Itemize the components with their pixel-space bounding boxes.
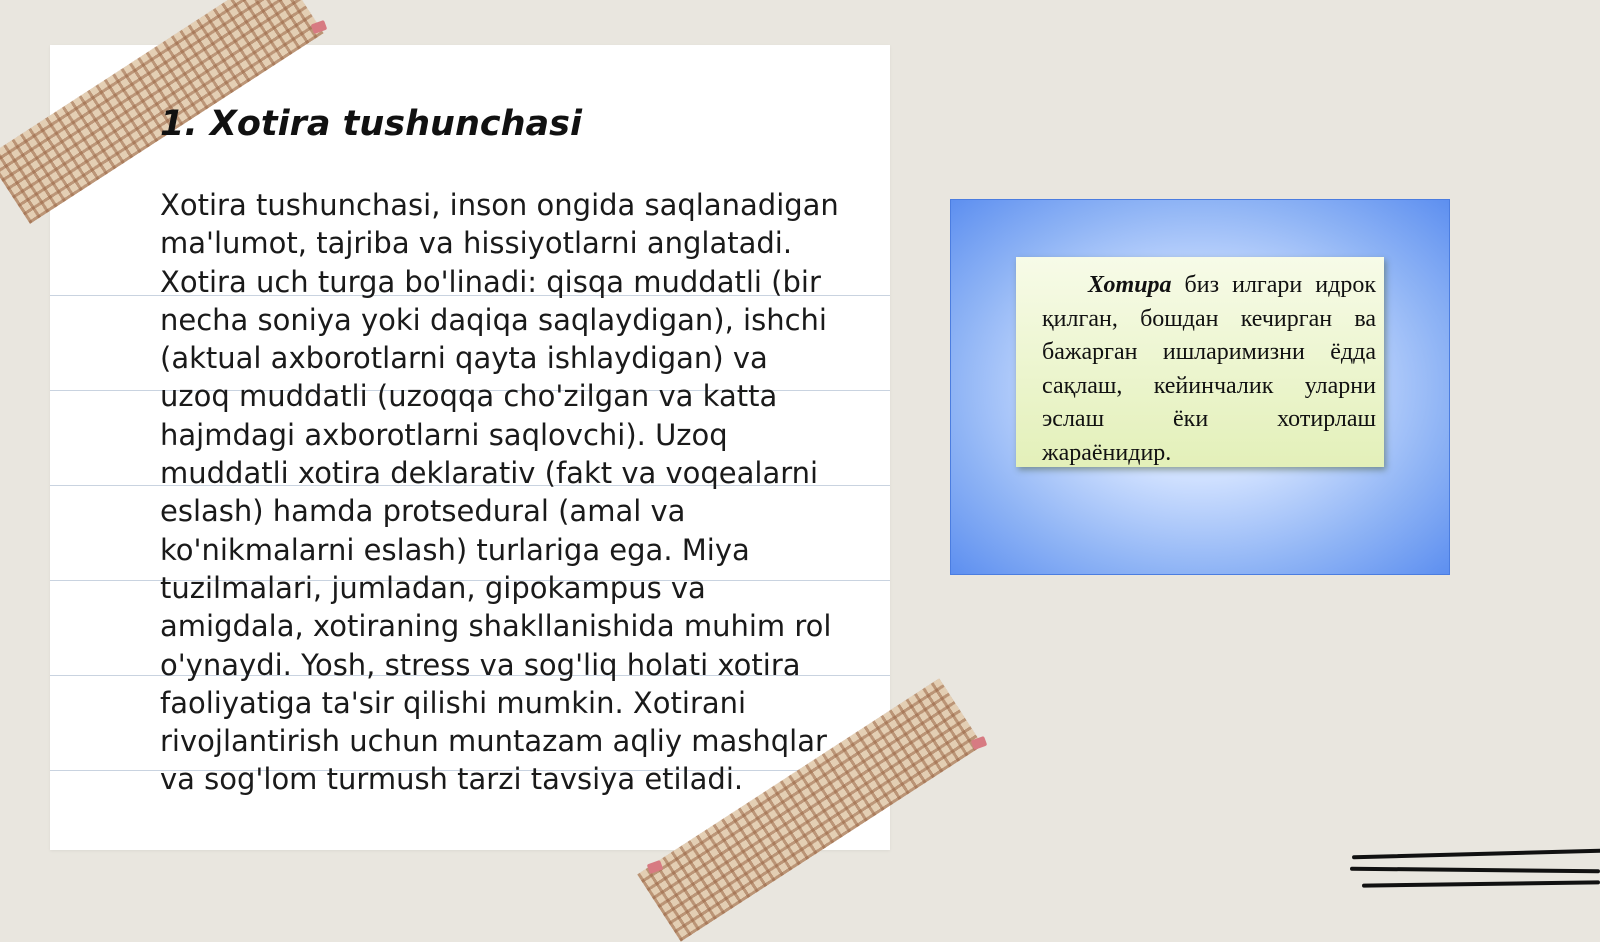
definition-text: биз илгари идрок қилган, бошдан кечирган ва бажарган ишларимизни ёдда сақлаш, кейинчалик уларни эслаш ёки хотирлаш жараёнидир.: [1042, 272, 1376, 466]
slide-body-text: Xotira tushunchasi, inson ongida saqlanadigan ma'lumot, tajriba va hissiyotlarni anglatadi. Xotira uch turga bo'linadi: qisqa muddatli (bir necha soniya yoki daqiqa saqlaydigan), ishchi (aktual axborotlarni qayta ishlaydigan) va uzoq muddatli (uzoqqa cho'zilgan va katta hajmdagi axborotlarni saqlovchi). Uzoq muddatli xotira deklarativ (fakt va voqealarni eslash) hamda protsedural (amal va ko'nikmalarni eslash) turlariga ega. Miya tuzilmalari, jumladan, gipokampus va amigdala, xotiraning shakllanishida muhim rol o'ynaydi. Yosh, stress va sog'liq holati xotira faoliyatiga ta'sir qilishi mumkin. Xotirani rivojlantirish uchun muntazam aqliy mashqlar va sog'lom turmush tarzi tavsiya etiladi.: [160, 188, 839, 797]
definition-note: [1016, 257, 1384, 467]
scribble-lines-icon: [1350, 867, 1600, 874]
definition-figure: [950, 199, 1450, 575]
scribble-lines-icon: [1362, 880, 1600, 887]
slide-title: 1. Xotira tushunchasi: [160, 104, 582, 144]
scribble-lines-icon: [1352, 849, 1600, 860]
definition-term: Хотира: [1088, 272, 1172, 298]
